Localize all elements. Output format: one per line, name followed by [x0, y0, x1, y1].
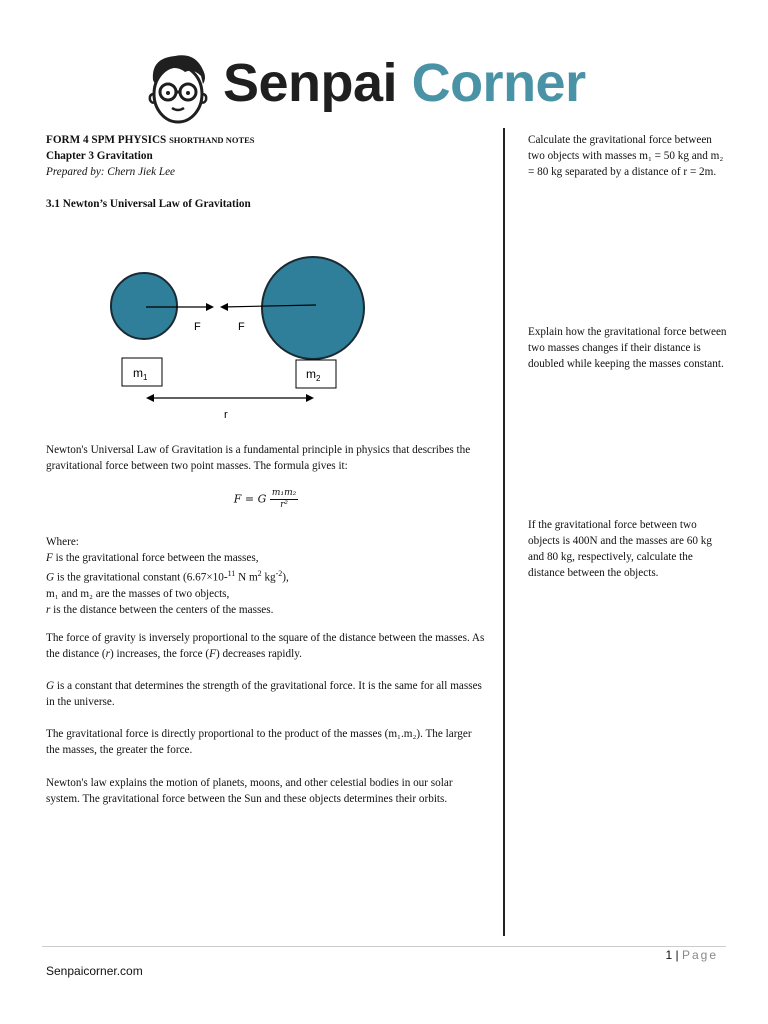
footer-divider [42, 946, 726, 947]
def-g-text-b: N m [235, 571, 258, 584]
def-g-kg-exp: -2 [275, 569, 283, 578]
def-f [46, 550, 486, 566]
def-g-text-c: kg [261, 571, 276, 584]
para1-f: F [209, 648, 216, 660]
def-g-text-a: is the gravitational constant (6.67×10- [54, 571, 228, 584]
mass2-label: $m_2$ [306, 367, 321, 383]
brand-word-2: Corner [411, 53, 586, 113]
para2-var: G [46, 680, 55, 692]
small-mass-sphere [111, 273, 177, 339]
para1-b: ) increases, the force ( [110, 648, 210, 660]
para1-c: ) decreases rapidly. [215, 648, 302, 660]
question-1: Calculate the gravitational force between two objects with masses m₁ = 50 kg and m₂ = 80 kg separated by a distance of r = 2m. [528, 134, 724, 178]
def-m: m₁ and m₂ are the masses of two objects, [46, 587, 230, 600]
gravitation-diagram [100, 250, 390, 430]
website-link[interactable]: Senpaicorner.com [46, 964, 143, 978]
def-g-m-exp: 2 [257, 569, 262, 578]
formula-numerator: m₁m₂ [271, 488, 297, 498]
def-g-text-d: ), [282, 571, 289, 584]
form-title-initial: F [46, 134, 53, 146]
mascot-icon [145, 50, 211, 128]
def-g-exp: 11 [227, 569, 236, 578]
distance-label: r [224, 409, 228, 421]
paragraph-product: The gravitational force is directly proportional to the product of the masses (m₁.m₂). The larger the masses, the greater the force. [46, 728, 472, 756]
distance-arrowhead-left [146, 394, 154, 402]
formula [46, 488, 486, 511]
definitions [46, 534, 486, 618]
notes-column [46, 132, 486, 805]
form-title-small: SHORTHAND NOTES [169, 135, 255, 145]
brand-word-1: Senpai [223, 53, 398, 113]
question-3: If the gravitational force between two objects is 400N and the masses are 60 kg and 80 kg, respectively, calculate the distance between the objects. [528, 519, 712, 579]
formula-lhs: F = G [233, 492, 267, 506]
form-title-main: ORM 4 SPM PHYSICS [52, 134, 170, 146]
def-f-text: is the gravitational force between the masses, [52, 552, 259, 564]
page-number [665, 948, 718, 962]
paragraph-constant [46, 678, 486, 710]
question-2: Explain how the gravitational force between two masses changes if their distance is doubled while keeping the masses constant. [528, 326, 727, 370]
def-r-text: is the distance between the centers of the masses. [50, 603, 274, 616]
formula-fraction [270, 488, 298, 511]
force-arrowhead-right [220, 303, 228, 311]
force-label-left: F [194, 321, 201, 333]
author-line: Prepared by: Chern Jiek Lee [46, 166, 176, 178]
section-heading: 3.1 Newton’s Universal Law of Gravitation [46, 198, 251, 210]
force-label-right: F [238, 321, 245, 333]
formula-denominator: r² [280, 500, 289, 510]
intro-paragraph: Newton's Universal Law of Gravitation is a fundamental principle in physics that describes the gravitational force between two point masses. The formula gives it: [46, 444, 471, 472]
form-title [46, 132, 486, 148]
para1-r: r [105, 648, 111, 660]
paragraph-orbits: Newton's law explains the motion of planets, moons, and other celestial bodies in our solar system. The gravitational force between the Sun and these objects determines their orbits. [46, 777, 453, 805]
para2-text: is a constant that determines the strength of the gravitational force. It is the same for all masses in the universe. [46, 680, 482, 708]
page-word: Page [681, 948, 718, 962]
distance-arrowhead-right [306, 394, 314, 402]
page-separator: | [672, 948, 682, 962]
chapter-title: Chapter 3 Gravitation [46, 150, 153, 162]
def-r-var: r [46, 603, 51, 616]
where-label: Where: [46, 536, 79, 548]
para1-a: The force of gravity is inversely proportional to the square of the distance between the masses. As the distance ( [46, 632, 485, 660]
brand-name [223, 52, 586, 114]
def-r [46, 602, 486, 618]
large-mass-sphere [262, 257, 364, 359]
def-g-var: G [46, 571, 55, 584]
def-g [46, 566, 486, 586]
paragraph-inverse-square [46, 630, 486, 662]
force-arrowhead-left [206, 303, 214, 311]
column-divider [503, 128, 505, 936]
def-f-var: F [46, 552, 53, 564]
mass1-label: $m_1$ [133, 366, 148, 382]
page-number-value: 1 [665, 948, 673, 962]
brand-logo [145, 48, 635, 128]
